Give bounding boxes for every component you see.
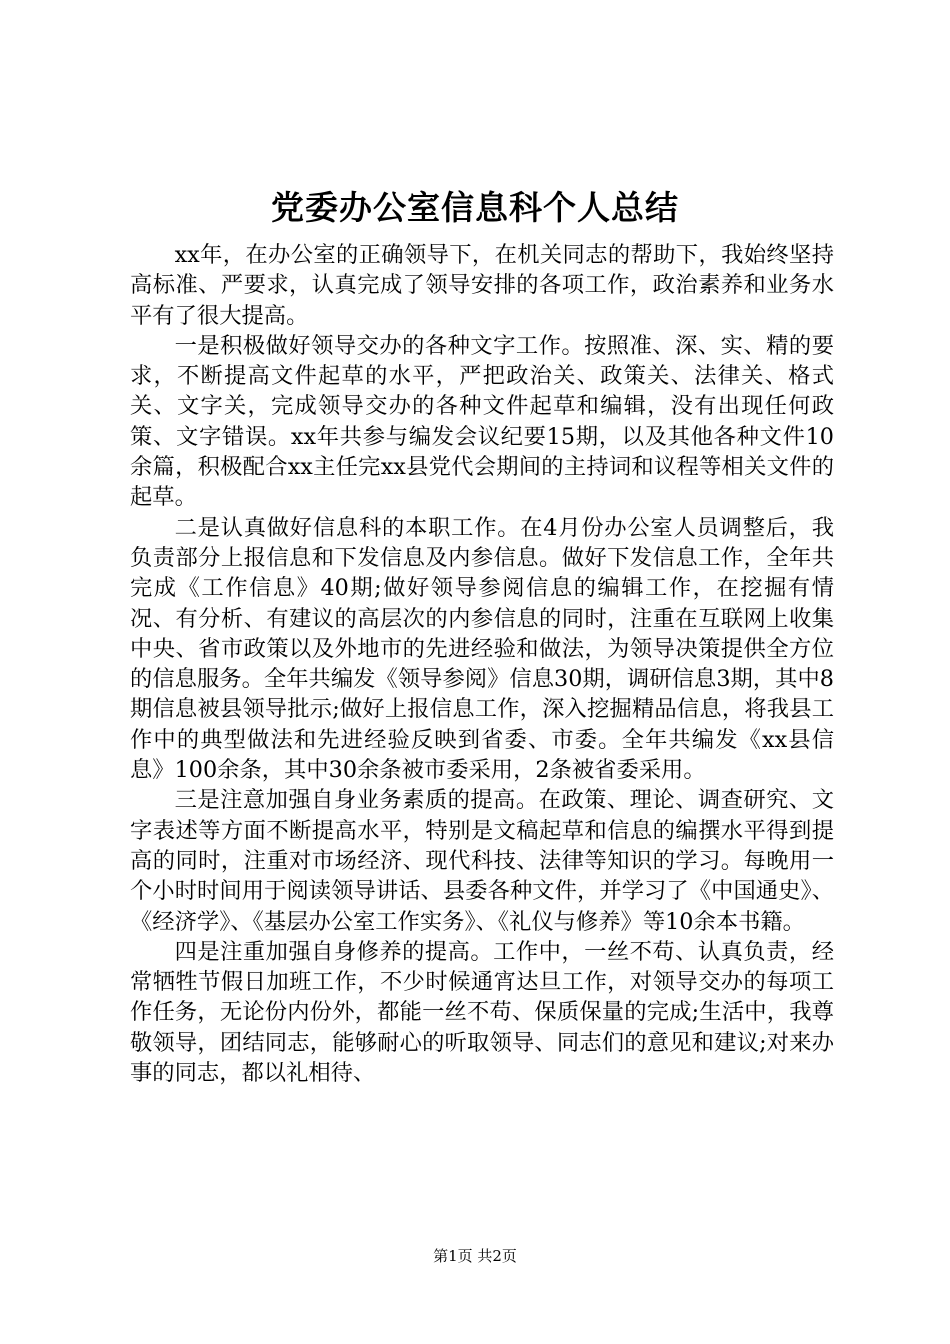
- paragraph-intro: xx年，在办公室的正确领导下，在机关同志的帮助下，我始终坚持高标准、严要求，认真完成了领导安排的各项工作，政治素养和业务水平有了很大提高。: [130, 242, 834, 329]
- document-body: [130, 240, 834, 1088]
- document-title: 党委办公室信息科个人总结: [271, 188, 679, 227]
- page-number-footer: 第1页 共2页: [433, 1247, 517, 1265]
- paragraph-writing-work: 一是积极做好领导交办的各种文字工作。按照准、深、实、精的要求，不断提高文件起草的水平，严把政治关、政策关、法律关、格式关、文字关，完成领导交办的各种文件起草和编辑，没有出现任何政策、文字错误。xx年共参与编发会议纪要15期，以及其他各种文件10余篇，积极配合xx主任完xx县党代会期间的主持词和议程等相关文件的起草。: [130, 332, 834, 511]
- paragraph-self-study: 三是注意加强自身业务素质的提高。在政策、理论、调查研究、文字表述等方面不断提高水平，特别是文稿起草和信息的编撰水平得到提高的同时，注重对市场经济、现代科技、法律等知识的学习。每晚用一个小时时间用于阅读领导讲话、县委各种文件，并学习了《中国通史》、《经济学》、《基层办公室工作实务》、《礼仪与修养》等10余本书籍。: [130, 787, 834, 935]
- paragraph-self-cultivation: 四是注重加强自身修养的提高。工作中，一丝不苟、认真负责，经常牺牲节假日加班工作，不少时候通宵达旦工作，对领导交办的每项工作任务，无论份内份外，都能一丝不苟、保质保量的完成;生活中，我尊敬领导，团结同志，能够耐心的听取领导、同志们的意见和建议;对来办事的同志，都以礼相待、: [130, 938, 834, 1087]
- paragraph-information-work: 二是认真做好信息科的本职工作。在4月份办公室人员调整后，我负责部分上报信息和下发信息及内参信息。做好下发信息工作，全年共完成《工作信息》40期;做好领导参阅信息的编辑工作，在挖掘有情况、有分析、有建议的高层次的内参信息的同时，注重在互联网上收集中央、省市政策以及外地市的先进经验和做法，为领导决策提供全方位的信息服务。全年共编发《领导参阅》信息30期，调研信息3期，其中8期信息被县领导批示;做好上报信息工作，深入挖掘精品信息，将我县工作中的典型做法和先进经验反映到省委、市委。全年共编发《xx县信息》100余条，其中30余条被市委采用，2条被省委采用。: [130, 514, 834, 784]
